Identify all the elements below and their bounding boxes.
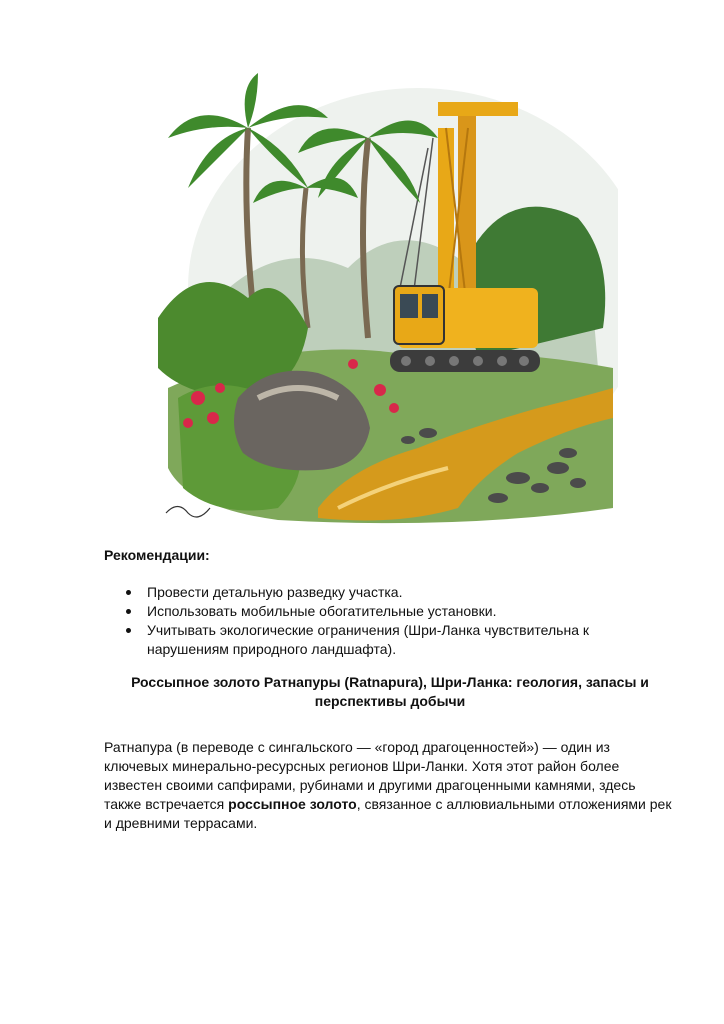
section-title: Россыпное золото Ратнапуры (Ratnapura), Шри-Ланка: геология, запасы и перспективы добычи xyxy=(131,674,649,709)
recommendations-heading: Рекомендации: xyxy=(104,547,210,563)
section-paragraph xyxy=(104,738,674,833)
mining-rig-illustration xyxy=(158,68,618,530)
recommendations-list xyxy=(104,583,664,659)
artist-signature xyxy=(166,507,210,518)
paragraph-text: Ратнапура (в переводе с сингальского — «город драгоценностей») — один из ключевых минерально-ресурсных регионов Шри-Ланки. Хотя этот район более известен своими сапфирами, рубинами и другими драгоценными камнями, здесь также встречается xyxy=(104,739,636,812)
list-item-text: Провести детальную разведку участка. xyxy=(147,584,403,600)
bullet-icon xyxy=(126,609,131,614)
list-item xyxy=(104,621,664,659)
illustration-svg xyxy=(158,68,618,530)
list-item xyxy=(104,602,664,621)
bullet-icon xyxy=(126,590,131,595)
list-item xyxy=(104,583,664,602)
list-item-text: Использовать мобильные обогатительные установки. xyxy=(147,603,497,619)
paragraph-bold-text: россыпное золото xyxy=(228,796,357,812)
bullet-icon xyxy=(126,628,131,633)
list-item-text: Учитывать экологические ограничения (Шри-Ланка чувствительна к нарушениям природного ландшафта). xyxy=(147,622,589,657)
paragraph-text-end: , связанное с аллювиальными отложениями рек и древними террасами. xyxy=(104,796,672,831)
